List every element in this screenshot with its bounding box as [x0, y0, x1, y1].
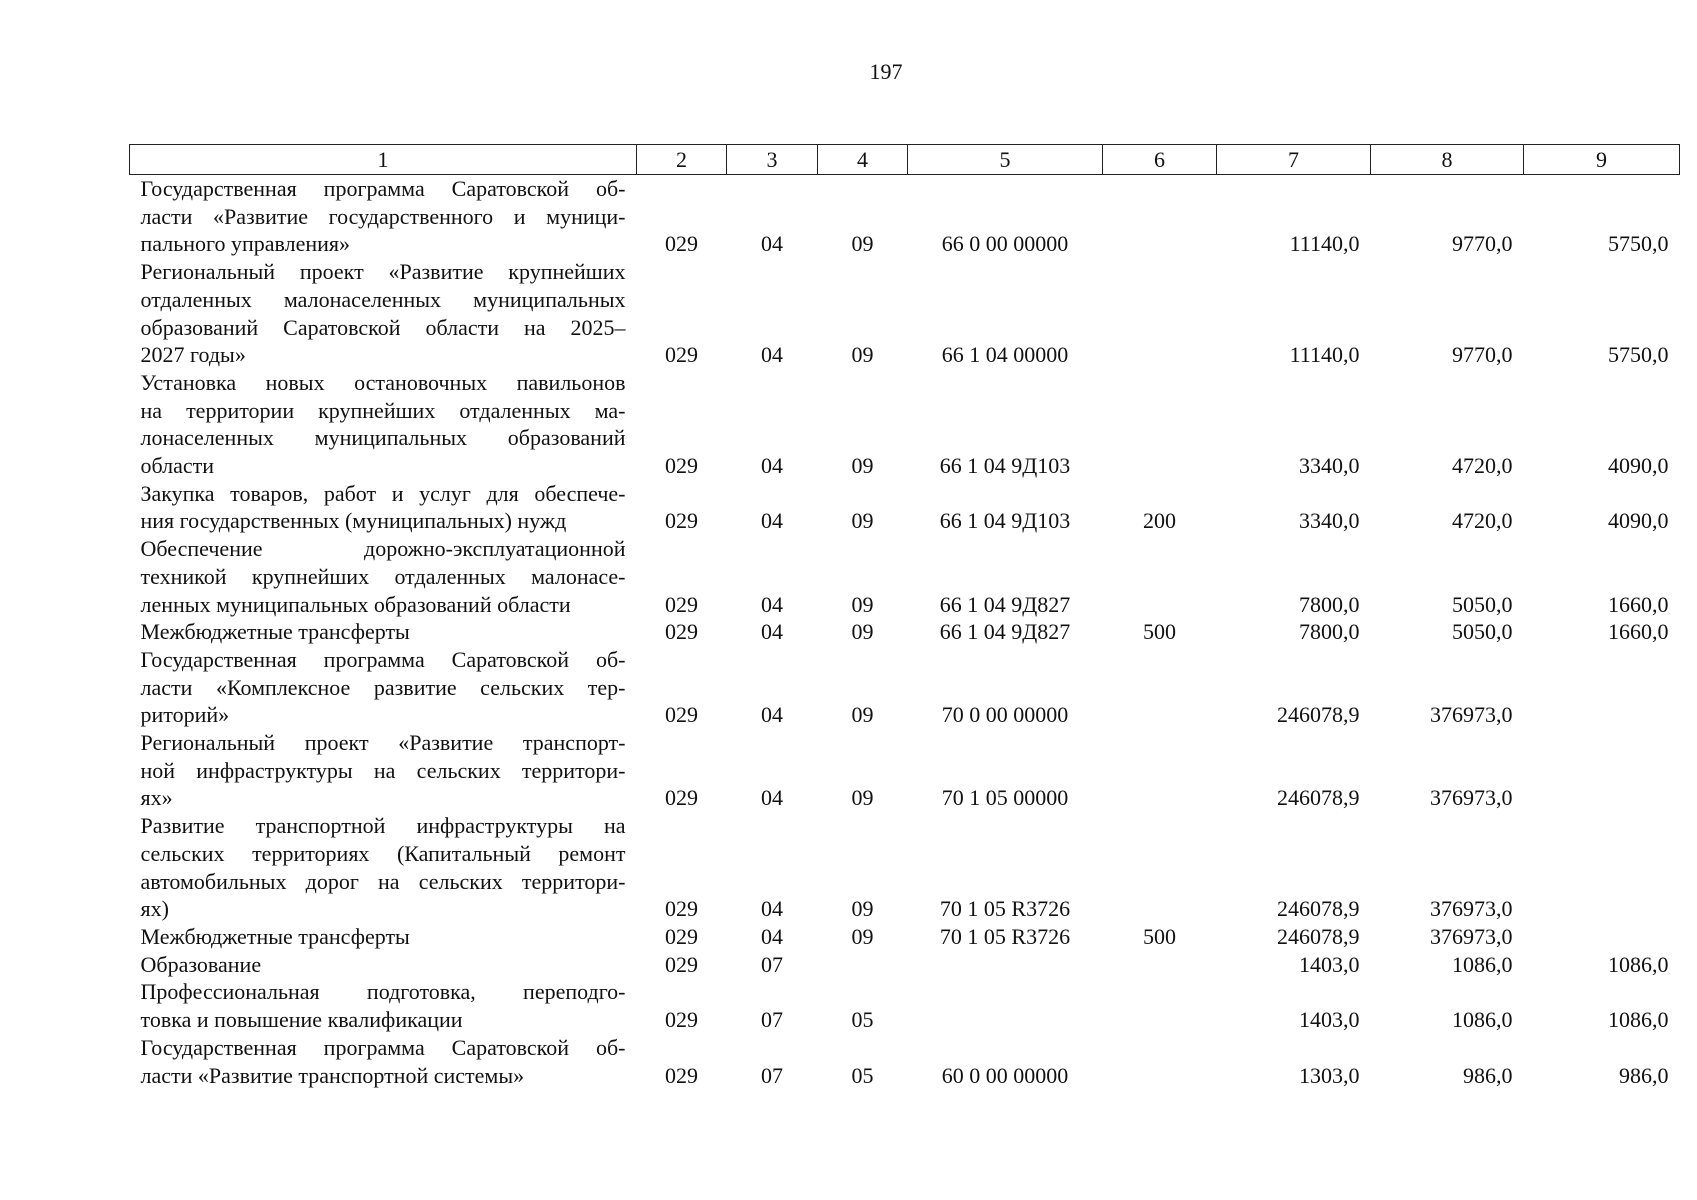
col-3-cell: 04 [761, 702, 783, 728]
col-3-cell: 04 [761, 508, 783, 534]
description-line: товка и повышение квалификации [140, 1007, 463, 1033]
budget-table [129, 144, 1680, 1089]
description-line: Закупка товаров, работ и услуг для обеспече- [140, 480, 626, 506]
column-header-5: 5 [908, 145, 1103, 175]
description-line: на территории крупнейших отдаленных ма- [140, 397, 626, 423]
col-8-cell: 9770,0 [1452, 231, 1513, 257]
col-7-cell: 1403,0 [1299, 951, 1360, 977]
description-line: образований Саратовской области на 2025– [140, 314, 626, 340]
table-row [130, 480, 1680, 535]
description-line: риторий» [140, 702, 230, 728]
col-9-cell [1524, 923, 1680, 951]
col-5-cell: 70 1 05 00000 [941, 785, 1069, 811]
description-line: Межбюджетные трансферты [140, 619, 410, 645]
description-line: отдаленных малонаселенных муниципальных [140, 286, 626, 312]
col-4-cell: 05 [851, 1062, 874, 1088]
table-row [130, 951, 1680, 979]
col-2-cell: 029 [665, 896, 698, 922]
description-line: Региональный проект «Развитие транспорт- [140, 730, 626, 756]
col-5-cell: 70 0 00 00000 [941, 702, 1069, 728]
col-7-cell: 11140,0 [1289, 342, 1360, 368]
page-number: 197 [869, 59, 903, 84]
row-description [130, 175, 637, 259]
col-4-cell [818, 951, 908, 979]
col-8-cell: 376973,0 [1430, 785, 1513, 811]
table-row [130, 729, 1680, 812]
col-4-cell: 09 [851, 896, 874, 922]
col-4-cell: 09 [851, 702, 874, 728]
col-7-cell: 11140,0 [1289, 231, 1360, 257]
description-line: Установка новых остановочных павильонов [140, 369, 626, 395]
row-description [130, 951, 637, 979]
table-row [130, 1034, 1680, 1089]
col-6-cell: 200 [1143, 508, 1176, 534]
col-4-cell: 09 [851, 785, 874, 811]
col-7-cell: 7800,0 [1299, 591, 1360, 617]
col-2-cell: 029 [665, 951, 698, 977]
col-2-cell: 029 [665, 1062, 698, 1088]
col-9-cell: 4090,0 [1608, 453, 1669, 479]
description-line: ласти «Развитие транспортной системы» [140, 1062, 525, 1088]
description-line: Государственная программа Саратовской об- [140, 176, 626, 201]
col-8-cell: 376973,0 [1430, 896, 1513, 922]
col-3-cell: 04 [761, 896, 783, 922]
col-8-cell: 5050,0 [1452, 591, 1513, 617]
col-8-cell: 1086,0 [1452, 1007, 1513, 1033]
col-5-cell: 70 1 05 R3726 [939, 923, 1071, 949]
description-line: ях» [140, 785, 173, 811]
col-2-cell: 029 [665, 785, 698, 811]
description-line: пального управления» [140, 231, 351, 257]
description-line: лонаселенных муниципальных образований [140, 425, 626, 451]
col-6-cell [1103, 951, 1217, 979]
col-6-cell [1103, 812, 1217, 923]
col-9-cell [1524, 729, 1680, 812]
col-8-cell: 376973,0 [1430, 702, 1513, 728]
col-5-cell: 66 1 04 00000 [941, 342, 1069, 368]
table-header [130, 145, 1680, 175]
row-description [130, 923, 637, 951]
col-3-cell: 04 [761, 923, 783, 949]
description-line: ях) [140, 896, 169, 922]
col-9-cell [1524, 646, 1680, 729]
col-7-cell: 7800,0 [1299, 619, 1360, 645]
description-line: Государственная программа Саратовской об- [140, 1034, 626, 1060]
col-8-cell: 5050,0 [1452, 619, 1513, 645]
col-7-cell: 3340,0 [1299, 453, 1360, 479]
col-2-cell: 029 [665, 591, 698, 617]
description-line: Профессиональная подготовка, переподго- [140, 979, 626, 1005]
col-8-cell: 986,0 [1463, 1062, 1513, 1088]
col-9-cell: 1660,0 [1608, 619, 1669, 645]
column-header-1: 1 [130, 145, 637, 175]
col-9-cell: 5750,0 [1608, 342, 1669, 368]
col-6-cell [1103, 729, 1217, 812]
col-6-cell [1103, 369, 1217, 480]
description-line: 2027 годы» [140, 342, 246, 368]
col-7-cell: 246078,9 [1277, 896, 1360, 922]
col-9-cell: 5750,0 [1608, 231, 1669, 257]
col-7-cell: 246078,9 [1277, 785, 1360, 811]
table-row [130, 175, 1680, 259]
col-5-cell: 66 1 04 9Д827 [939, 591, 1071, 617]
col-7-cell: 246078,9 [1277, 923, 1360, 949]
col-2-cell: 029 [665, 342, 698, 368]
col-9-cell: 4090,0 [1608, 508, 1669, 534]
col-5-cell [908, 951, 1103, 979]
col-2-cell: 029 [665, 923, 698, 949]
column-header-6: 6 [1103, 145, 1217, 175]
description-line: ласти «Комплексное развитие сельских тер- [140, 674, 626, 700]
description-line: Межбюджетные трансферты [140, 923, 410, 949]
col-8-cell: 1086,0 [1452, 951, 1513, 977]
budget-table-container [129, 144, 1679, 1089]
col-9-cell: 986,0 [1619, 1062, 1669, 1088]
table-row [130, 369, 1680, 480]
col-5-cell: 70 1 05 R3726 [939, 896, 1071, 922]
col-3-cell: 04 [761, 231, 783, 257]
description-line: ласти «Развитие государственного и муници- [140, 203, 626, 229]
col-3-cell: 04 [761, 342, 783, 368]
description-line: Развитие транспортной инфраструктуры на [140, 813, 626, 839]
table-row [130, 978, 1680, 1033]
col-6-cell [1103, 535, 1217, 618]
table-row [130, 812, 1680, 923]
description-line: Образование [140, 951, 262, 977]
row-description [130, 646, 637, 729]
col-4-cell: 09 [851, 923, 874, 949]
col-9-cell [1524, 812, 1680, 923]
column-header-7: 7 [1217, 145, 1371, 175]
col-6-cell [1103, 978, 1217, 1033]
header-row [130, 145, 1680, 175]
col-3-cell: 04 [761, 785, 783, 811]
col-2-cell: 029 [665, 231, 698, 257]
column-header-4: 4 [818, 145, 908, 175]
description-line: ной инфраструктуры на сельских территори- [140, 757, 626, 783]
description-line: области [140, 453, 215, 479]
col-6-cell: 500 [1143, 619, 1176, 645]
col-6-cell [1103, 258, 1217, 369]
col-7-cell: 3340,0 [1299, 508, 1360, 534]
col-5-cell: 66 1 04 9Д103 [939, 453, 1071, 479]
row-description [130, 978, 637, 1033]
col-4-cell: 09 [851, 342, 874, 368]
column-header-2: 2 [637, 145, 727, 175]
column-header-3: 3 [727, 145, 818, 175]
col-3-cell: 07 [761, 1007, 783, 1033]
col-9-cell: 1086,0 [1608, 951, 1669, 977]
col-6-cell [1103, 646, 1217, 729]
row-description [130, 618, 637, 646]
row-description [130, 1034, 637, 1089]
row-description [130, 258, 637, 369]
col-4-cell: 09 [851, 453, 874, 479]
col-9-cell: 1660,0 [1608, 591, 1669, 617]
col-5-cell [908, 978, 1103, 1033]
table-body [130, 175, 1680, 1090]
col-2-cell: 029 [665, 619, 698, 645]
row-description [130, 369, 637, 480]
row-description [130, 812, 637, 923]
description-line: ленных муниципальных образований области [140, 591, 571, 617]
col-2-cell: 029 [665, 453, 698, 479]
col-2-cell: 029 [665, 1007, 698, 1033]
column-header-9: 9 [1524, 145, 1680, 175]
col-6-cell [1103, 175, 1217, 259]
description-line: сельских территориях (Капитальный ремонт [140, 840, 626, 866]
col-6-cell: 500 [1143, 923, 1176, 949]
col-5-cell: 60 0 00 00000 [941, 1062, 1069, 1088]
col-3-cell: 04 [761, 619, 783, 645]
col-3-cell: 04 [761, 591, 783, 617]
col-3-cell: 07 [761, 951, 783, 977]
col-5-cell: 66 1 04 9Д827 [939, 619, 1071, 645]
table-row [130, 535, 1680, 618]
col-9-cell: 1086,0 [1608, 1007, 1669, 1033]
table-row [130, 923, 1680, 951]
col-2-cell: 029 [665, 508, 698, 534]
col-3-cell: 07 [761, 1062, 783, 1088]
col-8-cell: 4720,0 [1452, 508, 1513, 534]
col-4-cell: 09 [851, 591, 874, 617]
description-line: ния государственных (муниципальных) нужд [140, 508, 567, 534]
col-3-cell: 04 [761, 453, 783, 479]
col-5-cell: 66 1 04 9Д103 [939, 508, 1071, 534]
col-4-cell: 09 [851, 619, 874, 645]
description-line: Государственная программа Саратовской об- [140, 646, 626, 672]
col-4-cell: 09 [851, 508, 874, 534]
col-8-cell: 4720,0 [1452, 453, 1513, 479]
description-line: Региональный проект «Развитие крупнейших [140, 259, 626, 285]
row-description [130, 480, 637, 535]
col-7-cell: 246078,9 [1277, 702, 1360, 728]
col-2-cell: 029 [665, 702, 698, 728]
col-7-cell: 1403,0 [1299, 1007, 1360, 1033]
col-4-cell: 05 [851, 1007, 874, 1033]
row-description [130, 729, 637, 812]
col-4-cell: 09 [851, 231, 874, 257]
table-row [130, 618, 1680, 646]
col-6-cell [1103, 1034, 1217, 1089]
col-7-cell: 1303,0 [1299, 1062, 1360, 1088]
description-line: Обеспечение дорожно-эксплуатационной [140, 536, 626, 562]
table-row [130, 646, 1680, 729]
table-row [130, 258, 1680, 369]
description-line: техникой крупнейших отдаленных малонасе- [140, 563, 626, 589]
col-5-cell: 66 0 00 00000 [941, 231, 1069, 257]
col-8-cell: 376973,0 [1430, 923, 1513, 949]
col-8-cell: 9770,0 [1452, 342, 1513, 368]
description-line: автомобильных дорог на сельских территори- [140, 868, 626, 894]
column-header-8: 8 [1371, 145, 1524, 175]
row-description [130, 535, 637, 618]
